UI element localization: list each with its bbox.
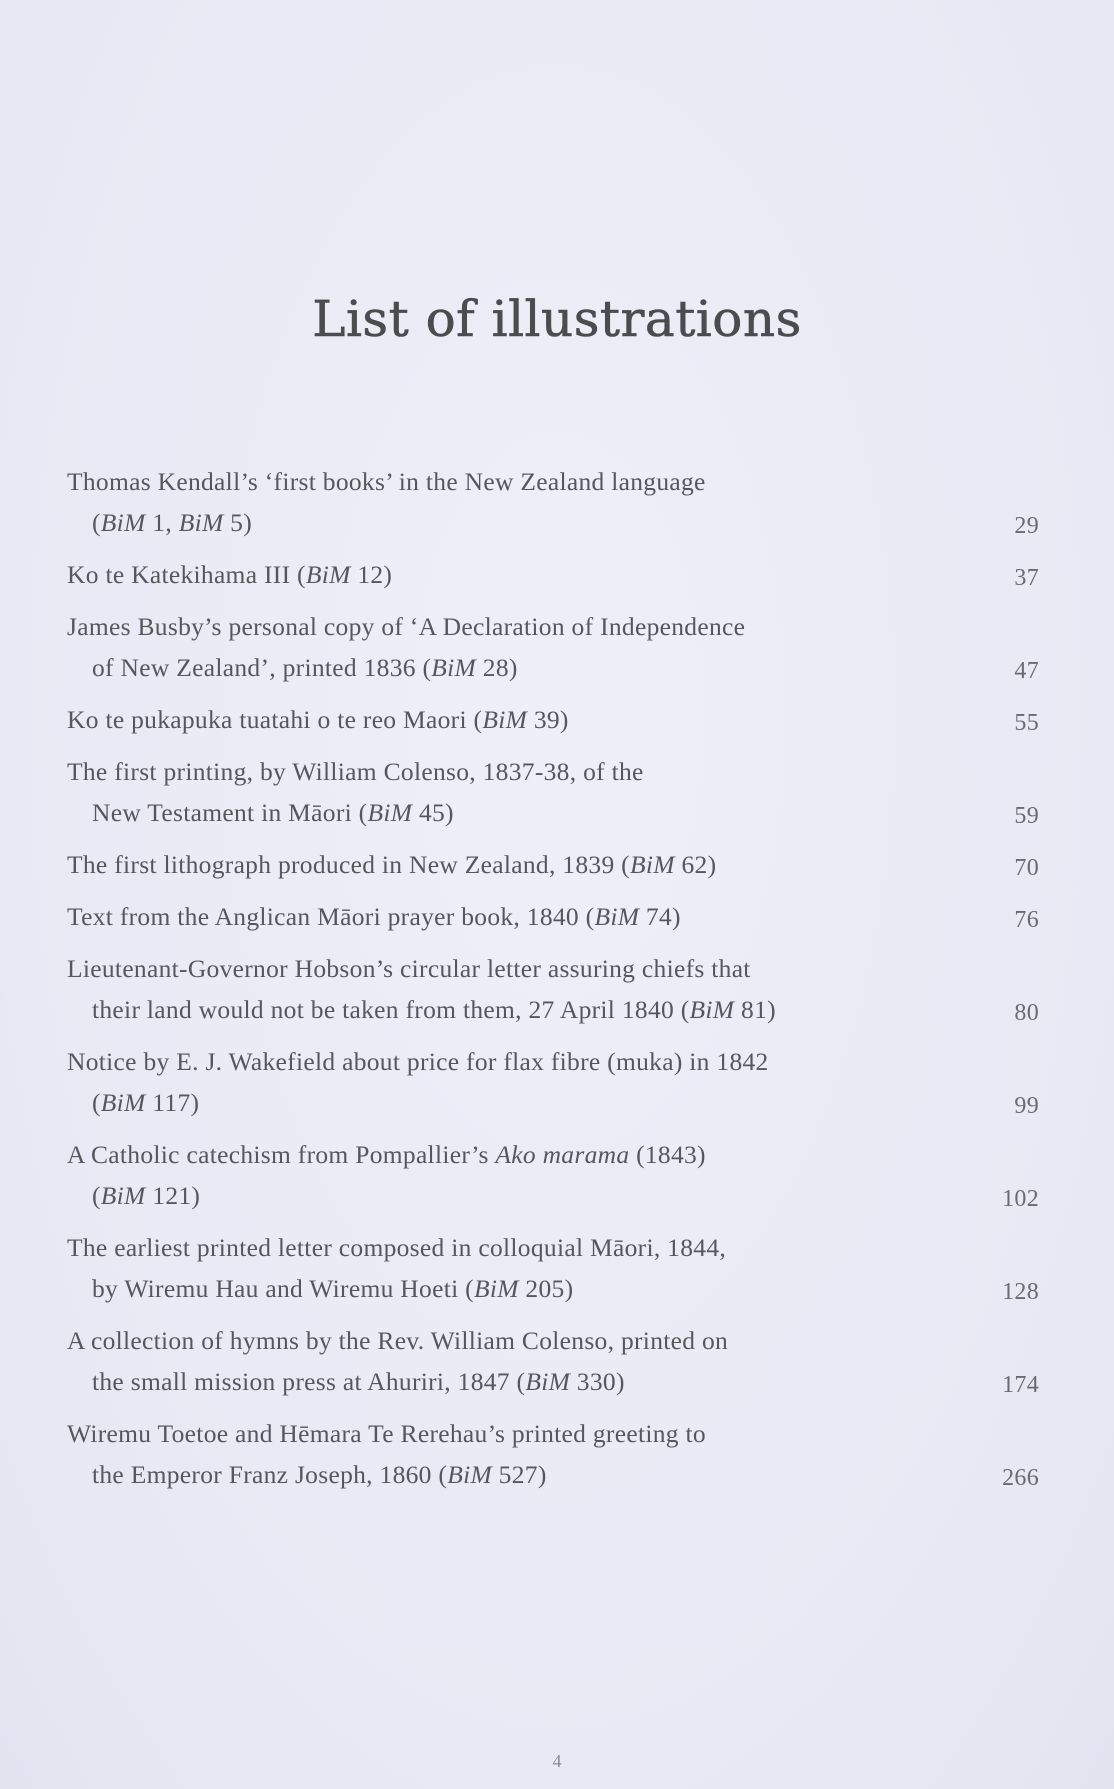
entry-page-number: 174 xyxy=(1002,1372,1039,1398)
caption-italic-text: Ako marama xyxy=(495,1140,630,1169)
toc-entry xyxy=(67,699,1039,740)
caption-text: their land would not be taken from them, 27 April 1840 ( xyxy=(92,995,690,1024)
entry-caption-line xyxy=(67,1413,1039,1454)
entry-caption-continuation xyxy=(67,1454,1039,1495)
caption-text: Notice by E. J. Wakefield about price for flax fibre (muka) in 1842 xyxy=(67,1047,769,1076)
caption-text: The first lithograph produced in New Zealand, 1839 ( xyxy=(67,850,630,879)
entry-caption-line xyxy=(67,844,1039,885)
entry-caption-continuation xyxy=(67,792,1039,833)
folio-page-number: 4 xyxy=(552,1751,562,1771)
page-title: List of illustrations xyxy=(312,290,802,348)
entry-caption-line xyxy=(67,1320,1039,1361)
toc-entry xyxy=(67,751,1039,833)
caption-italic-text: BiM xyxy=(689,995,735,1024)
caption-italic-text: BiM xyxy=(178,508,224,537)
caption-italic-text: BiM xyxy=(482,705,528,734)
caption-text: 12) xyxy=(350,560,393,589)
caption-text: A Catholic catechism from Pompallier’s xyxy=(67,1140,496,1169)
caption-italic-text: BiM xyxy=(473,1274,519,1303)
caption-italic-text: BiM xyxy=(629,850,675,879)
caption-text: 121) xyxy=(145,1181,201,1210)
caption-italic-text: BiM xyxy=(100,1181,146,1210)
toc-entry xyxy=(67,1041,1039,1123)
caption-text: ( xyxy=(92,1181,101,1210)
caption-text: (1843) xyxy=(629,1140,706,1169)
entry-page-number: 102 xyxy=(1002,1186,1039,1212)
entry-page-number: 70 xyxy=(1014,855,1039,881)
toc-entry xyxy=(67,896,1039,937)
caption-italic-text: BiM xyxy=(100,508,146,537)
entry-caption-line xyxy=(67,461,1039,502)
caption-italic-text: BiM xyxy=(594,902,640,931)
caption-text: 5) xyxy=(223,508,253,537)
caption-text: 62) xyxy=(674,850,717,879)
entry-caption-continuation xyxy=(67,502,1039,543)
entry-caption-line xyxy=(67,1041,1039,1082)
caption-text: Ko te Katekihama III ( xyxy=(67,560,306,589)
caption-text: 28) xyxy=(476,653,518,682)
caption-italic-text: BiM xyxy=(447,1460,492,1489)
caption-italic-text: BiM xyxy=(525,1367,571,1396)
entry-page-number: 80 xyxy=(1014,1000,1039,1026)
caption-text: Ko te pukapuka tuatahi o te reo Maori ( xyxy=(67,705,483,734)
caption-italic-text: BiM xyxy=(100,1088,146,1117)
entry-page-number: 37 xyxy=(1014,565,1039,591)
entry-caption-line xyxy=(67,1227,1039,1268)
caption-text: 1, xyxy=(145,508,179,537)
entry-caption-line xyxy=(67,948,1039,989)
toc-entry xyxy=(67,461,1039,543)
caption-text: Wiremu Toetoe and Hēmara Te Rerehau’s printed greeting to xyxy=(67,1419,706,1448)
caption-text: 205) xyxy=(518,1274,574,1303)
entry-page-number: 55 xyxy=(1014,710,1039,736)
entry-caption-continuation xyxy=(67,647,1039,688)
caption-italic-text: BiM xyxy=(367,798,413,827)
entry-caption-line xyxy=(67,606,1039,647)
caption-italic-text: BiM xyxy=(305,560,351,589)
entry-caption-continuation xyxy=(67,989,1039,1030)
caption-text: of New Zealand’, printed 1836 ( xyxy=(92,653,432,682)
caption-text: 45) xyxy=(412,798,454,827)
entry-page-number: 47 xyxy=(1014,658,1039,684)
caption-text: by Wiremu Hau and Wiremu Hoeti ( xyxy=(92,1274,474,1303)
toc-entry xyxy=(67,554,1039,595)
caption-text: New Testament in Māori ( xyxy=(92,798,368,827)
caption-text: 117) xyxy=(145,1088,200,1117)
entry-caption-line xyxy=(67,896,1039,937)
toc-entry xyxy=(67,844,1039,885)
caption-text: Thomas Kendall’s ‘first books’ in the New Zealand language xyxy=(67,467,706,496)
toc-entry xyxy=(67,1320,1039,1402)
entry-page-number: 99 xyxy=(1014,1093,1039,1119)
entry-caption-continuation xyxy=(67,1361,1039,1402)
entry-page-number: 59 xyxy=(1014,803,1039,829)
toc-entry xyxy=(67,1134,1039,1216)
caption-text: The first printing, by William Colenso, 1837-38, of the xyxy=(67,757,644,786)
caption-text: Lieutenant-Governor Hobson’s circular letter assuring chiefs that xyxy=(67,954,751,983)
toc-entry xyxy=(67,1227,1039,1309)
entry-caption-line xyxy=(67,554,1039,595)
entry-caption-continuation xyxy=(67,1082,1039,1123)
caption-text: ( xyxy=(92,1088,101,1117)
caption-text: 74) xyxy=(639,902,681,931)
caption-text: the small mission press at Ahuriri, 1847 ( xyxy=(92,1367,526,1396)
caption-text: 81) xyxy=(734,995,776,1024)
entry-page-number: 76 xyxy=(1014,907,1039,933)
caption-italic-text: BiM xyxy=(431,653,477,682)
caption-text: ( xyxy=(92,508,101,537)
entry-page-number: 266 xyxy=(1002,1465,1039,1491)
entry-caption-line xyxy=(67,1134,1039,1175)
entry-caption-continuation xyxy=(67,1175,1039,1216)
caption-text: the Emperor Franz Joseph, 1860 ( xyxy=(92,1460,448,1489)
entry-caption-line xyxy=(67,751,1039,792)
caption-text: 330) xyxy=(570,1367,625,1396)
illustrations-list xyxy=(67,461,1039,1506)
entry-page-number: 128 xyxy=(1002,1279,1039,1305)
toc-entry xyxy=(67,1413,1039,1495)
toc-entry xyxy=(67,948,1039,1030)
caption-text: James Busby’s personal copy of ‘A Declaration of Independence xyxy=(67,612,746,641)
caption-text: Text from the Anglican Māori prayer book, 1840 ( xyxy=(67,902,595,931)
caption-text: The earliest printed letter composed in colloquial Māori, 1844, xyxy=(67,1233,727,1262)
entry-caption-continuation xyxy=(67,1268,1039,1309)
entry-page-number: 29 xyxy=(1014,513,1039,539)
caption-text: 39) xyxy=(527,705,569,734)
entry-caption-line xyxy=(67,699,1039,740)
caption-text: 527) xyxy=(492,1460,547,1489)
caption-text: A collection of hymns by the Rev. William Colenso, printed on xyxy=(67,1326,729,1355)
toc-entry xyxy=(67,606,1039,688)
